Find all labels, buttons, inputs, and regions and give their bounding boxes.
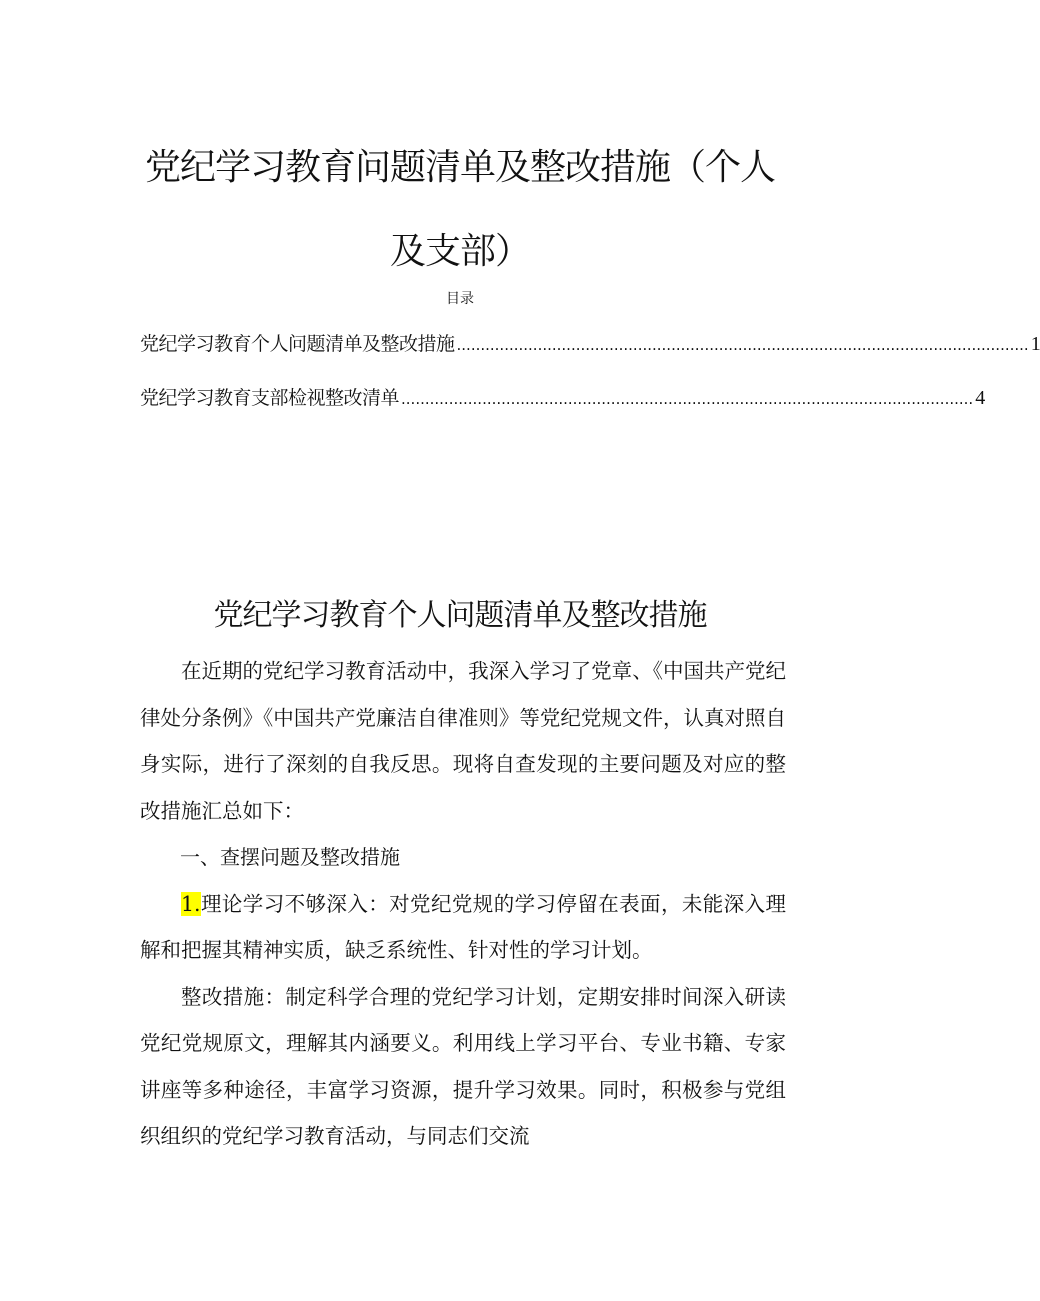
problem-item-text: 理论学习不够深入：对党纪党规的学习停留在表面，未能深入理解和把握其精神实质，缺乏系统性、针对性的学习计划。 xyxy=(140,891,786,962)
toc-entry-text: 党纪学习教育支部检视整改清单 xyxy=(140,387,400,409)
toc-page-number: 4 xyxy=(975,387,985,409)
document-title: 党纪学习教育问题清单及整改措施（个人及支部） xyxy=(144,147,775,272)
toc-heading: 目录 xyxy=(446,291,474,307)
section-body xyxy=(140,648,786,1160)
toc-entry-personal[interactable] xyxy=(140,329,1040,359)
section-title: 党纪学习教育个人问题清单及整改措施 xyxy=(213,598,707,633)
toc-leader-dots: ........................................................................................................................ xyxy=(456,336,1029,354)
toc-entry-branch[interactable] xyxy=(140,383,985,413)
toc-page-number: 1 xyxy=(1030,333,1040,355)
subheading: 一、查摆问题及整改措施 xyxy=(180,845,400,869)
measures-paragraph: 整改措施：制定科学合理的党纪学习计划，定期安排时间深入研读党纪党规原文，理解其内涵要义。利用线上学习平台、专业书籍、专家讲座等多种途径，丰富学习资源，提升学习效果。同时，积极参与党组织组织的党纪学习教育活动，与同志们交流 xyxy=(140,984,786,1148)
toc-leader-dots: ........................................................................................................................ xyxy=(401,390,974,408)
intro-paragraph: 在近期的党纪学习教育活动中，我深入学习了党章、《中国共产党纪律处分条例》《中国共产党廉洁自律准则》等党纪党规文件，认真对照自身实际，进行了深刻的自我反思。现将自查发现的主要问题及对应的整改措施汇总如下： xyxy=(140,659,786,823)
item-number-highlight: 1. xyxy=(181,891,201,916)
problem-item-1 xyxy=(140,881,786,974)
toc-entry-text: 党纪学习教育个人问题清单及整改措施 xyxy=(140,333,455,355)
